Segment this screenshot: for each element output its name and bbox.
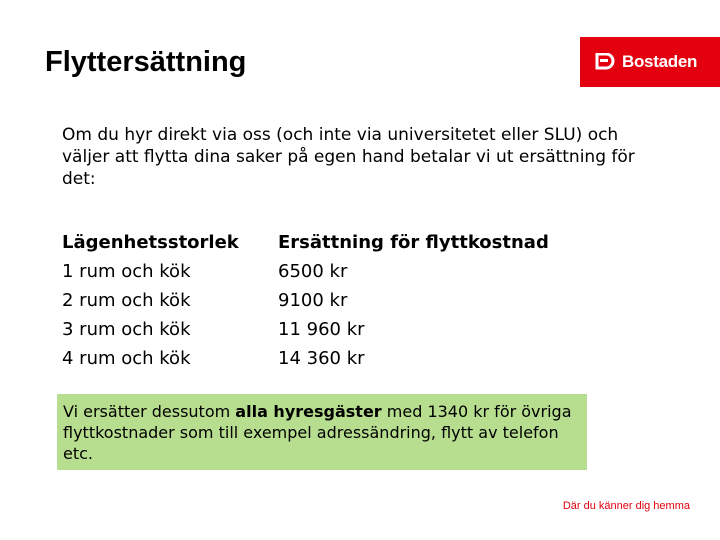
note-text-before: Vi ersätter dessutom [63, 402, 236, 421]
apartment-size: 2 rum och kök [62, 290, 191, 311]
table-row [62, 315, 582, 344]
header-compensation: Ersättning för flyttkostnad [278, 232, 549, 253]
note-text-after: med 1340 kr för övriga flyttkostnader som till exempel adressändring, flytt av telefon etc. [63, 402, 572, 463]
bostaden-logo [580, 37, 720, 87]
table-row [62, 286, 582, 315]
compensation-amount: 9100 kr [278, 290, 348, 311]
table-row [62, 257, 582, 286]
bostaden-logo-mark-icon [595, 53, 617, 71]
header-apartment-size: Lägenhetsstorlek [62, 232, 239, 253]
apartment-size: 4 rum och kök [62, 348, 191, 369]
footer-tagline: Där du känner dig hemma [562, 500, 690, 512]
note-text-bold: alla hyresgäster [235, 402, 382, 421]
table-row [62, 344, 582, 373]
apartment-size: 3 rum och kök [62, 319, 191, 340]
compensation-amount: 14 360 kr [278, 348, 365, 369]
slide-title: Flyttersättning [45, 46, 247, 78]
extra-compensation-note [57, 394, 587, 470]
compensation-amount: 11 960 kr [278, 319, 365, 340]
apartment-size: 1 rum och kök [62, 261, 191, 282]
table-header-row [62, 228, 582, 257]
compensation-table [62, 228, 582, 373]
intro-text: Om du hyr direkt via oss (och inte via universitetet eller SLU) och väljer att flytta dina saker på egen hand betalar vi ut ersättning för det: [62, 125, 635, 189]
logo-text: Bostaden [622, 52, 698, 71]
compensation-amount: 6500 kr [278, 261, 348, 282]
